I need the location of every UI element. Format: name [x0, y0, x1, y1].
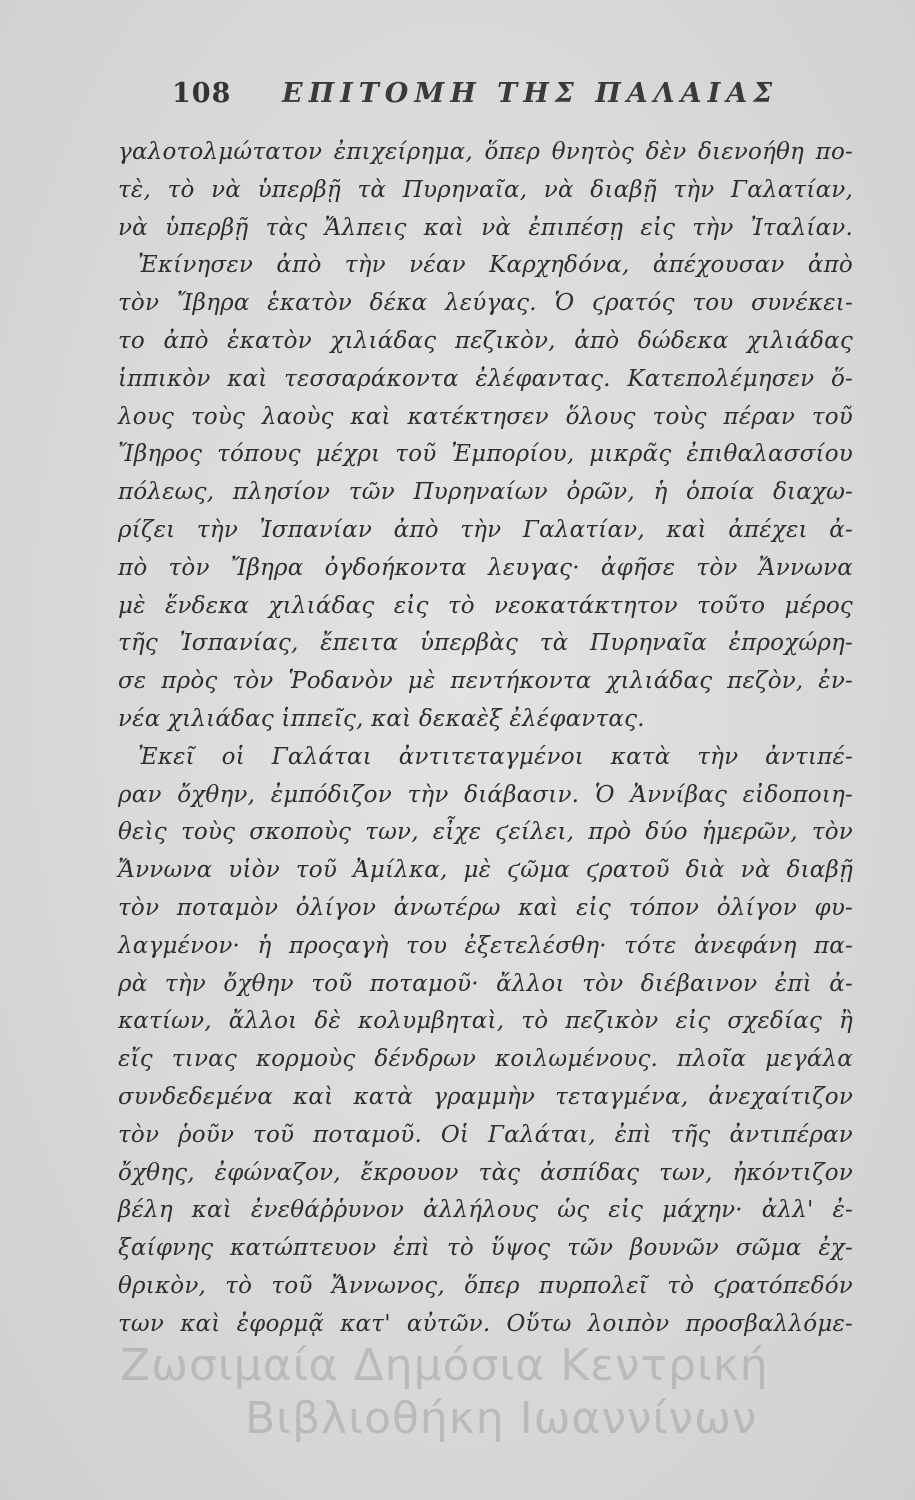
text-line: τὸν ῥοῦν τοῦ ποταμοῦ. Οἱ Γαλάται, ἐπὶ τῆς ἀντιπέραν: [118, 1121, 853, 1148]
library-watermark-line2: Βιβλιοθήκη Ιωαννίνων: [245, 1393, 758, 1444]
page-header: [172, 78, 792, 118]
text-line: Ἴβηρος τόπους μέχρι τοῦ Ἐμπορίου, μικρᾶς ἐπιθαλασσίου: [118, 441, 853, 468]
text-line: πόλεως, πλησίον τῶν Πυρηναίων ὀρῶν, ἡ ὁποία διαχω-: [118, 479, 853, 506]
text-line: πὸ τὸν Ἴβηρα ὀγδοήκοντα λευγας· ἀφῆσε τὸν Ἄννωνα: [118, 554, 853, 581]
text-line: μὲ ἕνδεκα χιλιάδας εἰς τὸ νεοκατάκτητον τοῦτο μέρος: [118, 592, 853, 619]
text-line: λους τοὺς λαοὺς καὶ κατέκτησεν ὅλους τοὺς πέραν τοῦ: [118, 403, 853, 430]
running-title: ΕΠΙΤΟΜΗ ΤΗΣ ΠΑΛΑΙΑΣ: [282, 78, 779, 109]
text-line: νὰ ὑπερβῇ τὰς Ἄλπεις καὶ νὰ ἐπιπέσῃ εἰς τὴν Ἰταλίαν.: [118, 214, 853, 241]
text-line: σε πρὸς τὸν Ῥοδανὸν μὲ πεντήκοντα χιλιάδας πεζὸν, ἐν-: [118, 668, 853, 695]
text-line: λαγμένον· ἡ προςαγὴ του ἐξετελέσθη· τότε ἀνεφάνη πα-: [118, 932, 853, 959]
library-watermark-line1: Ζωσιμαία Δημόσια Κεντρική: [120, 1340, 769, 1391]
text-line: ραν ὄχθην, ἐμπόδιζον τὴν διάβασιν. Ὁ Ἀννίβας εἰδοποιη-: [118, 781, 853, 808]
text-line: Ἐκεῖ οἱ Γαλάται ἀντιτεταγμένοι κατὰ τὴν ἀντιπέ-: [138, 743, 853, 770]
text-line: θρικὸν, τὸ τοῦ Ἄννωνος, ὅπερ πυρπολεῖ τὸ ϛρατόπεδόν: [118, 1272, 853, 1299]
body-text: [118, 134, 853, 1344]
text-line: τὸν ποταμὸν ὀλίγον ἀνωτέρω καὶ εἰς τόπον ὀλίγον φυ-: [118, 894, 853, 921]
text-line: συνδεδεμένα καὶ κατὰ γραμμὴν τεταγμένα, ἀνεχαίτιζον: [118, 1083, 853, 1110]
text-line: ξαίφνης κατώπτευον ἐπὶ τὸ ὕψος τῶν βουνῶν σῶμα ἐχ-: [118, 1235, 853, 1262]
text-line: Ἄννωνα υἱὸν τοῦ Ἀμίλκα, μὲ ϛῶμα ϛρατοῦ διὰ νὰ διαβῇ: [118, 857, 853, 884]
text-line: Ἐκίνησεν ἀπὸ τὴν νέαν Καρχηδόνα, ἀπέχουσαν ἀπὸ: [138, 252, 853, 279]
text-line: ρίζει τὴν Ἰσπανίαν ἀπὸ τὴν Γαλατίαν, καὶ ἀπέχει ἀ-: [118, 516, 853, 543]
text-line: γαλοτολμώτατον ἐπιχείρημα, ὅπερ θνητὸς δὲν διενοήθη πο-: [118, 139, 853, 165]
text-line: θεὶς τοὺς σκοποὺς των, εἶχε ϛείλει, πρὸ δύο ἡμερῶν, τὸν: [118, 819, 853, 846]
text-line: των καὶ ἐφορμᾷ κατ' αὐτῶν. Οὕτω λοιπὸν προσβαλλόμε-: [118, 1310, 853, 1337]
text-line: τῆς Ἰσπανίας, ἔπειτα ὑπερβὰς τὰ Πυρηναῖα ἐπροχώρη-: [118, 630, 853, 657]
text-line: ρὰ τὴν ὄχθην τοῦ ποταμοῦ· ἄλλοι τὸν διέβαινον ἐπὶ ἀ-: [118, 970, 853, 997]
page-number: 108: [172, 78, 232, 109]
text-line: νέα χιλιάδας ἱππεῖς, καὶ δεκαὲξ ἐλέφαντας.: [118, 705, 645, 732]
text-line: ὄχθης, ἐφώναζον, ἔκρουον τὰς ἀσπίδας των, ἠκόντιζον: [118, 1159, 853, 1186]
text-line: τὲ, τὸ νὰ ὑπερβῇ τὰ Πυρηναῖα, νὰ διαβῇ τὴν Γαλατίαν,: [118, 176, 853, 203]
text-line: ἱππικὸν καὶ τεσσαράκοντα ἐλέφαντας. Κατεπολέμησεν ὅ-: [118, 365, 853, 392]
text-line: το ἀπὸ ἑκατὸν χιλιάδας πεζικὸν, ἀπὸ δώδεκα χιλιάδας: [118, 327, 853, 354]
text-line: κατίων, ἄλλοι δὲ κολυμβηταὶ, τὸ πεζικὸν εἰς σχεδίας ἢ: [118, 1008, 853, 1035]
text-line: βέλη καὶ ἐνεθάῤῥυνον ἀλλήλους ὡς εἰς μάχην· ἀλλ' ἐ-: [118, 1197, 853, 1224]
text-line: εἴς τινας κορμοὺς δένδρων κοιλωμένους. πλοῖα μεγάλα: [118, 1046, 853, 1073]
text-line: τὸν Ἴβηρα ἑκατὸν δέκα λεύγας. Ὁ ϛρατός του συνέκει-: [118, 290, 853, 317]
